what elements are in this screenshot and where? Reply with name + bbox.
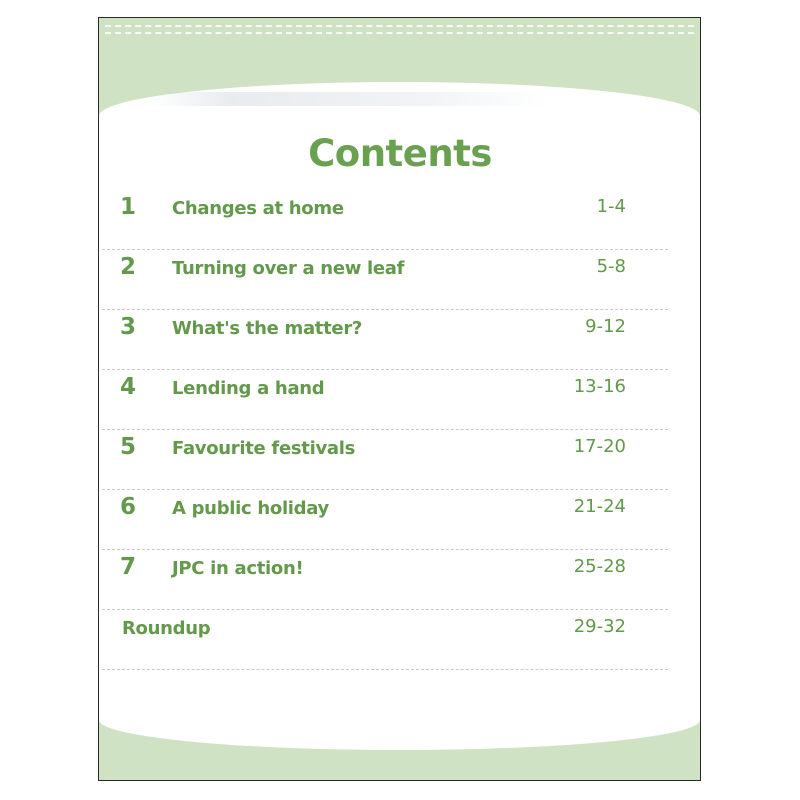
unit-number: 6 [120,494,137,520]
unit-title: A public holiday [172,498,329,519]
roundup-title: Roundup [122,618,211,639]
toc-entry [102,550,668,610]
toc-entry-roundup [102,610,668,670]
toc-entry [102,310,668,370]
unit-number: 4 [120,374,137,400]
page-range: 9-12 [585,316,626,337]
unit-title: What's the matter? [172,318,363,339]
unit-number: 2 [120,254,137,280]
unit-title: JPC in action! [172,558,304,579]
toc-entry [102,370,668,430]
page-range: 29-32 [573,616,626,637]
dashed-border-line [105,32,694,34]
dashed-border-line [105,25,694,27]
top-decorative-band [99,18,700,42]
unit-number: 1 [120,194,137,220]
page-range: 17-20 [573,436,626,457]
toc-entry [102,190,668,250]
unit-number: 3 [120,314,137,340]
page-title: Contents [308,132,492,175]
dashed-separator [102,669,668,670]
faint-background-text [150,92,550,106]
unit-number: 7 [120,554,137,580]
page-range: 21-24 [573,496,626,517]
unit-title: Changes at home [172,198,344,219]
page-range: 1-4 [596,196,626,217]
page-range: 25-28 [573,556,626,577]
toc-entry [102,490,668,550]
unit-title: Favourite festivals [172,438,356,459]
unit-title: Lending a hand [172,378,325,399]
page-range: 13-16 [573,376,626,397]
unit-title: Turning over a new leaf [172,258,405,279]
page-range: 5-8 [596,256,626,277]
toc-entry [102,430,668,490]
unit-number: 5 [120,434,137,460]
toc-entry [102,250,668,310]
